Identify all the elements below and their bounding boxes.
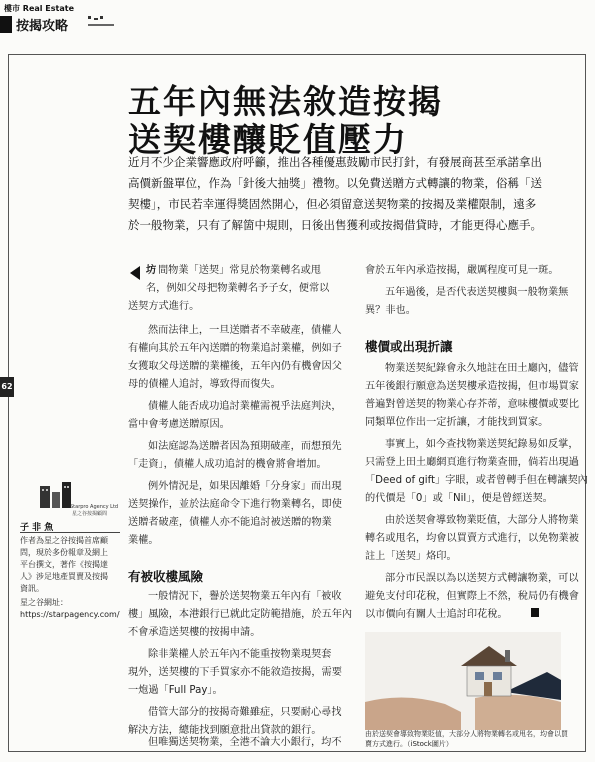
dropcap-chevron-icon <box>128 266 142 280</box>
body-line: 借管大部分的按揭奇難雖症，只要耐心尋找 <box>148 707 342 718</box>
body-line: 例外情況是，如果因離婚「分身家」而出現 <box>148 481 342 492</box>
subheading: 樓價或出現折讓 <box>365 339 453 354</box>
body-line: 業權。 <box>128 535 159 546</box>
body-line: 「Deed of gift」字眼，或者曾轉手但在轉讓契內 <box>365 475 588 486</box>
body-line: 以市價向有關人士追討印花稅。 <box>365 609 508 620</box>
body-line: 除非業權人於五年內不能重按物業現契套 <box>148 649 332 660</box>
lead-line: 於一般物業，只有了解箇中規則，日後出售獲利或按揭借貸時，才能更得心應手。 <box>128 218 542 232</box>
body-line: 避免支付印花稅，但實際上不然，稅局仍有機會 <box>365 591 579 602</box>
body-line: 間物業「送契」常見於物業轉名或甩 <box>158 265 321 276</box>
body-line: 一般情況下，譽於送契物業五年內有「被收 <box>148 591 342 602</box>
body-line: 的代價是「0」或「Nil」，便是曾經送契。 <box>365 493 553 504</box>
column-marker <box>0 16 12 33</box>
body-line: 然而法律上，一旦送贈者不幸破產，債權人 <box>148 325 342 336</box>
body-line: 解決方法，總能找到願意批出貸款的銀行。 <box>128 725 322 736</box>
body-line: 「走資」，債權人成功追討的機會將會增加。 <box>128 459 327 470</box>
body-line: 債權人能否成功追討業權需視乎法庭判決， <box>148 401 342 412</box>
logo-subtext: 星之谷按揭顧問 <box>72 511 108 517</box>
body-line: 現外，送契樓的下手買家亦不能敘造按揭，需要 <box>128 667 342 678</box>
body-line: 五年過後，是否代表送契樓與一般物業無 <box>385 287 569 298</box>
body-line: 註上「送契」烙印。 <box>365 551 457 562</box>
body-line: 由於送契會導致物業貶值，大部分人將物業 <box>385 515 579 526</box>
logo-text: Starpro Agency Ltd <box>70 504 119 510</box>
column-deco-icon <box>86 15 118 31</box>
body-line: 同類單位作出一定折讓，才能找到買家。 <box>365 417 549 428</box>
body-line: 一炮過「Full Pay」。 <box>128 685 223 696</box>
bio-line: 星之谷網址： <box>20 598 68 607</box>
bio-line: 資訊。 <box>20 584 44 593</box>
bio-line: 平台撰文，著作《按揭達 <box>20 560 108 569</box>
body-line: 送契操作，並於法庭命令下進行物業轉名，即使 <box>128 499 342 510</box>
body-line: 如法庭認為送贈者因為預期破產，而想預先 <box>148 441 342 452</box>
caption-line: 由於送契會導致物業貶值，大部分人將物業轉名或甩名，均會以買 <box>365 730 568 738</box>
body-line: 只需登上田土廳網頁進行物業查冊，倘若出現過 <box>365 457 579 468</box>
body-line: 普遍對曾送契的物業心存芥蒂，意味樓價或要比 <box>365 399 579 410</box>
article-column-1 <box>128 262 353 752</box>
body-line: 物業送契紀錄會永久地註在田土廳內，儘管 <box>385 363 579 374</box>
dropcap: 坊 <box>146 265 157 276</box>
body-line: 事實上，如今查找物業送契紀錄易如反掌， <box>385 439 579 450</box>
body-line: 當中會考慮送贈原因。 <box>128 419 230 430</box>
body-line: 五年後銀行願意為送契樓承造按揭，但市場買家 <box>365 381 579 392</box>
section-label: 樓市 Real Estate <box>4 4 74 13</box>
body-line: 會於五年內承造按揭，嚴厲程度可見一斑。 <box>365 265 559 276</box>
author-divider <box>20 532 120 533</box>
body-line: 部分市民誤以為以送契方式轉讓物業，可以 <box>385 573 579 584</box>
body-line: 母的債權人追討，導致得而復失。 <box>128 379 281 390</box>
article-column-2 <box>365 262 587 632</box>
lead-line: 契樓」，市民若幸運得獎固然開心，但必須留意送契物業的按揭及業權限制，遠多 <box>128 197 537 211</box>
body-line: 有權向其於五年內送贈的物業追討業權，例如子 <box>128 343 342 354</box>
body-line: 但唯獨送契物業，全港不論大小銀行，均不 <box>148 737 342 748</box>
bio-line: 人》涉足地產買賣及按揭 <box>20 572 108 581</box>
body-line: 送契方式進行。 <box>128 301 200 312</box>
body-line: 送贈者破產，債權人亦不能追討被送贈的物業 <box>128 517 332 528</box>
body-line: 異？非也。 <box>365 305 416 316</box>
lead-line: 近月不少企業響應政府呼籲，推出各種優惠鼓勵市民打針，有發展商甚至承諾拿出 <box>128 155 542 169</box>
lead-line: 高價新盤單位，作為「針後大抽獎」禮物。以免費送贈方式轉讓的物業，俗稱「送 <box>128 176 542 190</box>
column-title: 按揭攻略 <box>16 19 69 34</box>
subheading: 有被收樓風險 <box>128 569 204 584</box>
end-mark <box>531 608 539 617</box>
author-name: 子 非 魚 <box>20 523 54 533</box>
body-line: 不會承造送契樓的按揭申請。 <box>128 627 261 638</box>
bio-line: 作者為星之谷按揭首席顧 <box>20 536 108 545</box>
author-website-link[interactable]: https://starpagency.com/ <box>20 610 120 619</box>
caption-line: 賣方式進行。（iStock圖片） <box>365 740 453 748</box>
bio-line: 問，現於多份報章及網上 <box>20 548 108 557</box>
body-line: 女獲取父母送贈的業權後，五年內仍有機會因父 <box>128 361 342 372</box>
headline-line-2: 送契樓釀貶值壓力 <box>128 120 408 159</box>
headline-line-1: 五年內無法敘造按揭 <box>128 82 443 121</box>
body-line: 樓」風險，本港銀行已就此定防範措施，於五年內 <box>128 609 353 620</box>
page-number-tab: 62 <box>0 377 14 397</box>
body-line: 轉名或甩名，均會以買賣方式進行，以免物業被 <box>365 533 579 544</box>
house-handover-photo <box>365 632 561 730</box>
body-line: 名，例如父母把物業轉名予子女，便常以 <box>146 283 330 294</box>
photo-caption <box>365 729 568 749</box>
